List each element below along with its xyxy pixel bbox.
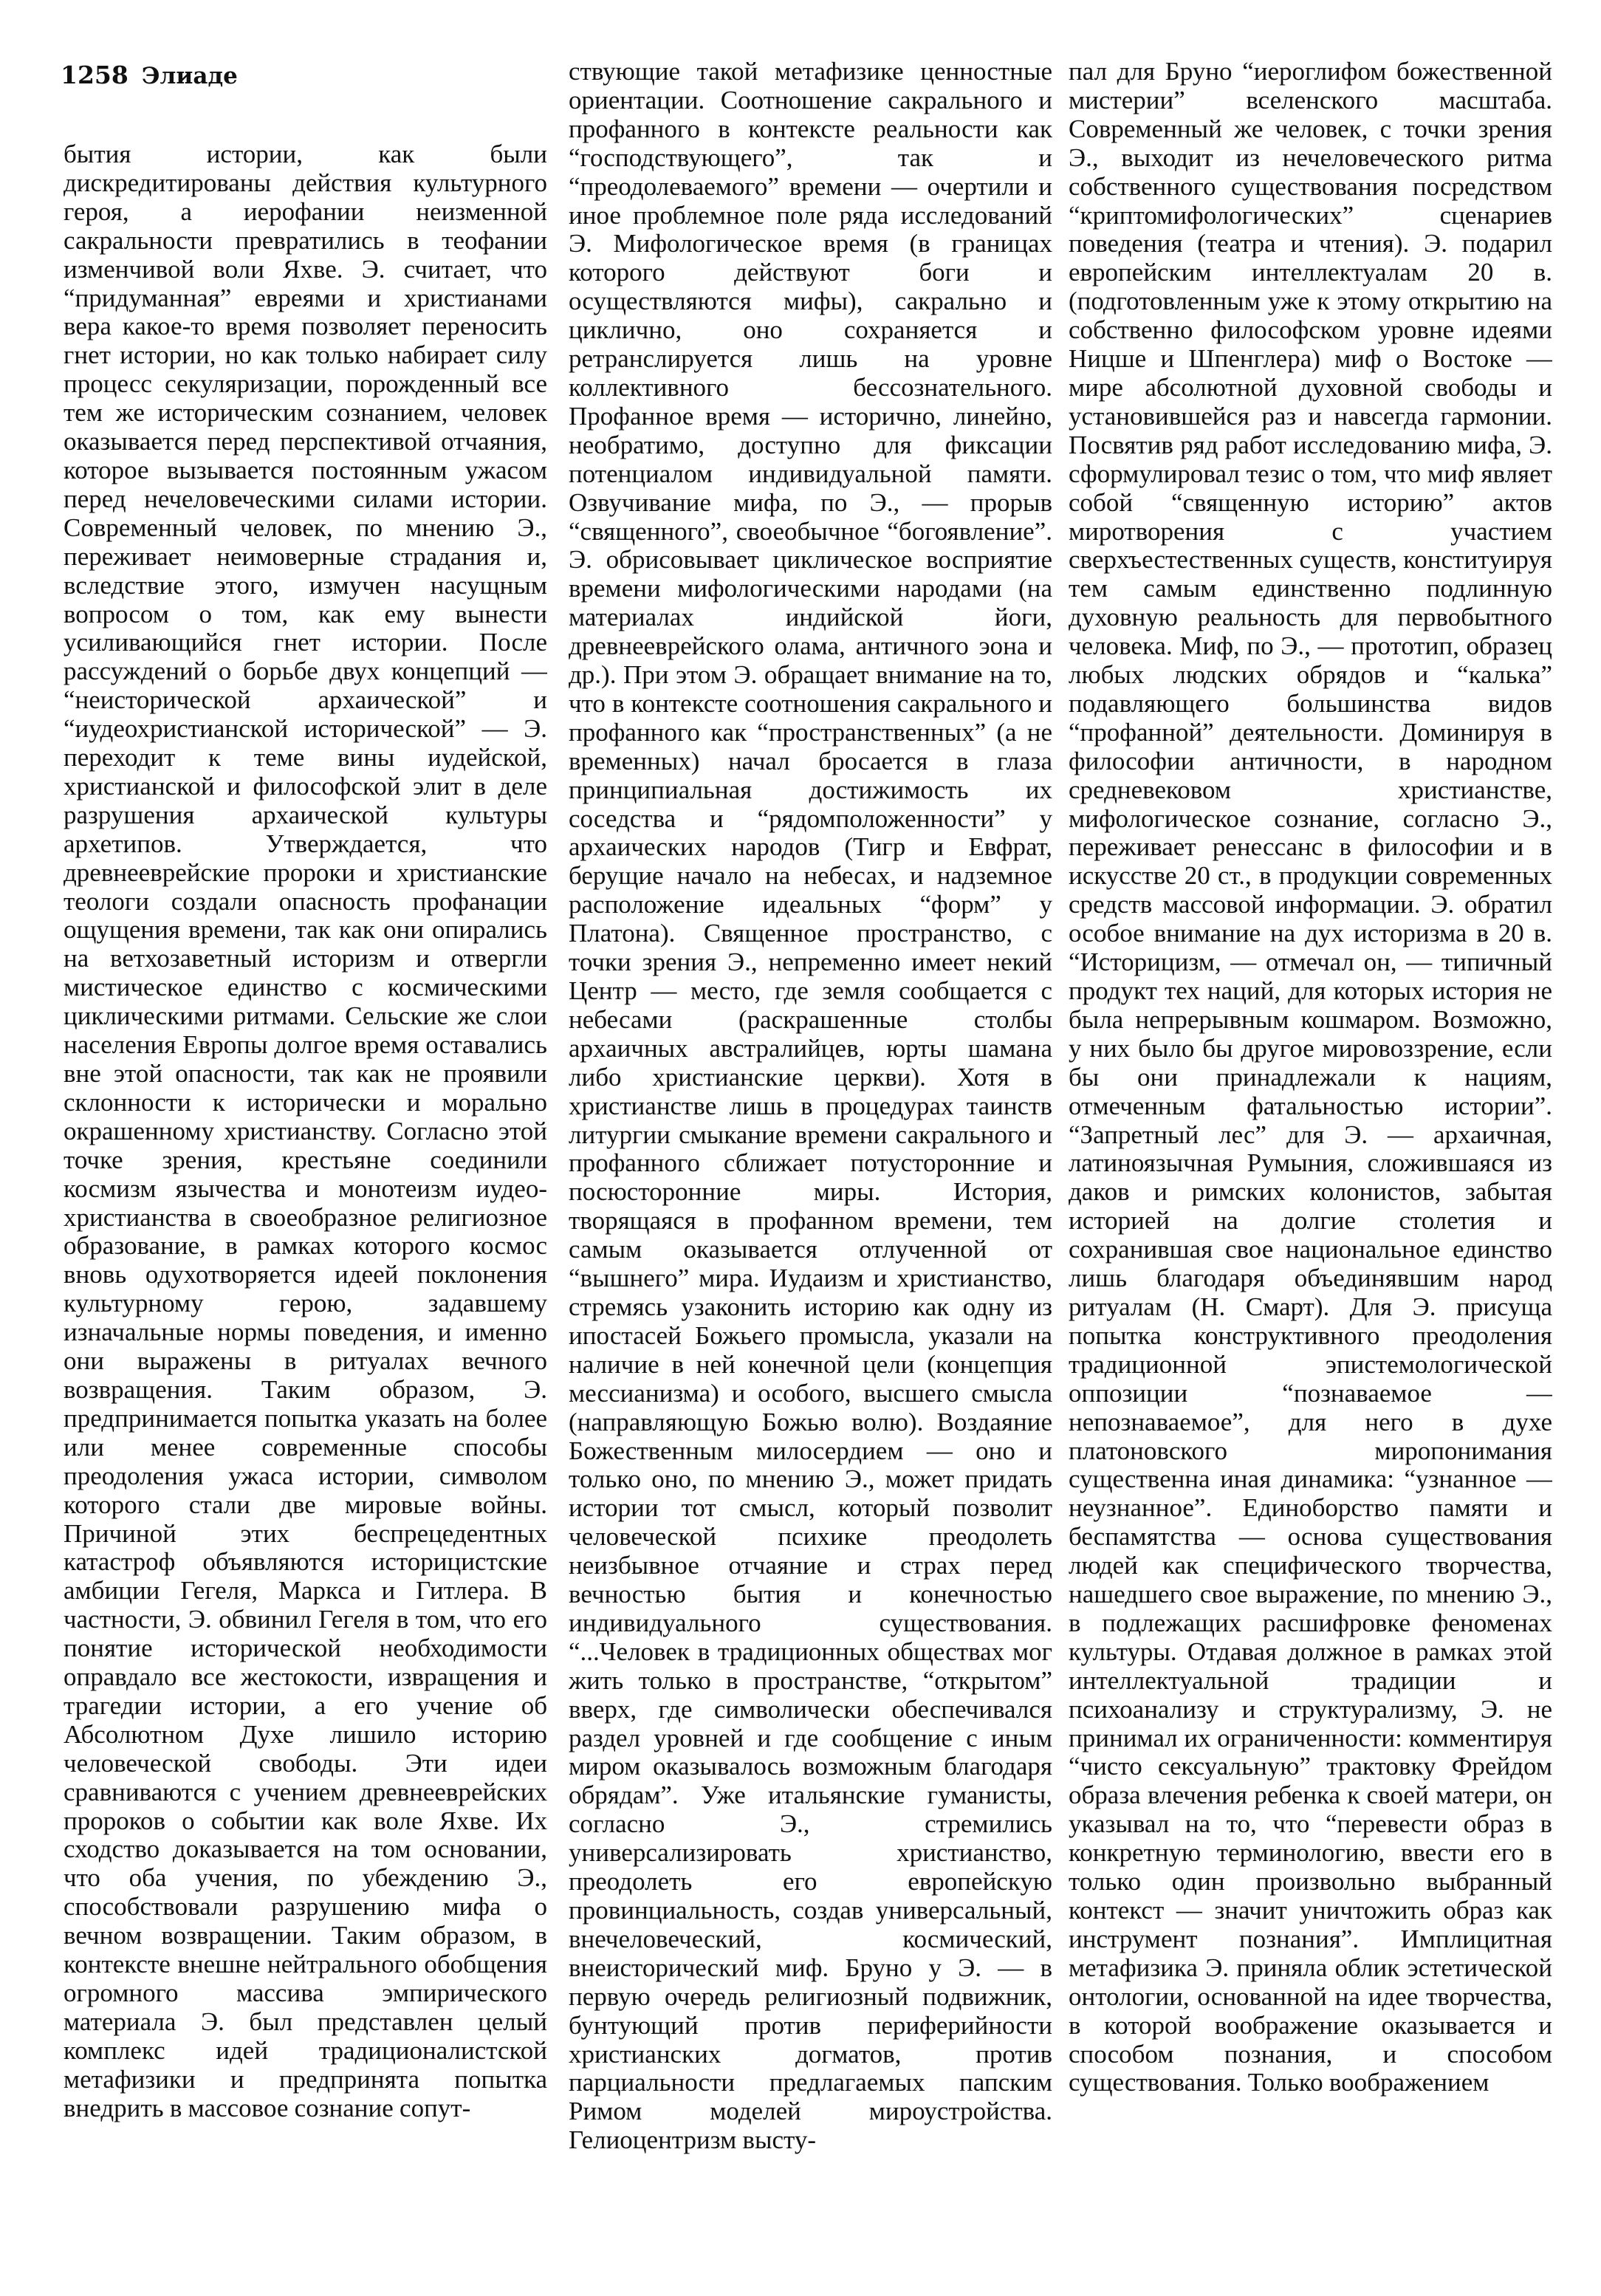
text-column-2 [569,58,1052,2260]
column-1-text: бытия истории, как были дискредитированы действия культурного героя, а иерофании неизменной сакральности превратились в теофании изменчивой воли Яхве. Э. считает, что “придуманная” евреями и христианами вера какое-то время позволяет переносить гнет истории, но как только набирает силу процесс секуляризации, порожденный все тем же историческим сознанием, человек оказывается перед перспективой отчаяния, которое вызывается постоянным ужасом перед нечеловеческими силами истории. Современный человек, по мнению Э., переживает неимоверные страдания и, вследствие этого, измучен насущным вопросом о том, как ему вынести усиливающийся гнет истории. После рассуждений о борьбе двух концепций — “неисторической архаической” и “иудеохристианской исторической” — Э. переходит к теме вины иудейской, христианской и философской элит в деле разрушения архаической культуры архетипов. Утверждается, что древнееврейские пророки и христианские теологи создали опасность профанации ощущения времени, так как они опирались на ветхозаветный историзм и отвергли мистическое единство с космическими циклическими ритмами. Сельские же слои населения Европы долгое время оставались вне этой опасности, так как не проявили склонности к исторически и морально окрашенному христианству. Согласно этой точке зрения, крестьяне соединили космизм язычества и монотеизм иудео-христианства в своеобразное религиозное образование, в рамках которого космос вновь одухотворяется идеей поклонения культурному герою, задавшему изначальные нормы поведения, и именно они выражены в ритуалах вечного возвращения. Таким образом, Э. предпринимается попытка указать на более или менее современные способы преодоления ужаса истории, символом которого стали две мировые войны. Причиной этих беспрецедентных катастроф объявляются историцистские амбиции Гегеля, Маркса и Гитлера. В частности, Э. обвинил Гегеля в том, что его понятие исторической необходимости оправдало все жестокости, извращения и трагедии истории, а его учение об Абсолютном Духе лишило историю человеческой свободы. Эти идеи сравниваются с учением древнееврейских пророков о событии как воле Яхве. Их сходство доказывается на том основании, что оба учения, по убеждению Э., способствовали разрушению мифа о вечном возвращении. Таким образом, в контексте внешне нейтрального обобщения огромного массива эмпирического материала Э. был представлен целый комплекс идей традиционалистской метафизики и предпринята попытка внедрить в массовое сознание сопут- [64,140,547,2122]
text-column-3 [1069,58,1552,2260]
running-head: Элиаде [141,63,238,89]
text-column-1 [64,140,547,2260]
page-number: 1258 [61,61,128,89]
column-2-text: ствующие такой метафизике ценностные ориентации. Соотношение сакрального и профанного в контексте реальности как “господствующего”, так и “преодолеваемого” времени — очертили и иное проблемное поле ряда исследований Э. Мифологическое время (в границах которого действуют боги и осуществляются мифы), сакрально и циклично, оно сохраняется и ретранслируется лишь на уровне коллективного бессознательного. Профанное время — исторично, линейно, необратимо, доступно для фиксации потенциалом индивидуальной памяти. Озвучивание мифа, по Э., — прорыв “священного”, своеобычное “богоявление”. Э. обрисовывает циклическое восприятие времени мифологическими народами (на материалах индийской йоги, древнееврейского олама, античного эона и др.). При этом Э. обращает внимание на то, что в контексте соотношения сакрального и профанного как “пространственных” (а не временных) начал бросается в глаза принципиальная достижимость их соседства и “рядомположенности” у архаических народов (Тигр и Евфрат, берущие начало на небесах, и надземное расположение идеальных “форм” у Платона). Священное пространство, с точки зрения Э., непременно имеет некий Центр — место, где земля сообщается с небесами (раскрашенные столбы архаичных австралийцев, юрты шамана либо христианские церкви). Хотя в христианстве лишь в процедурах таинств литургии смыкание времени сакрального и профанного сближает потусторонние и посюсторонние миры. История, творящаяся в профанном времени, тем самым оказывается отлученной от “вышнего” мира. Иудаизм и христианство, стремясь узаконить историю как одну из ипостасей Божьего промысла, указали на наличие в ней конечной цели (концепция мессианизма) и особого, высшего смысла (направляющую Божью волю). Воздаяние Божественным милосердием — оно и только оно, по мнению Э., может придать истории тот смысл, который позволит человеческой психике преодолеть неизбывное отчаяние и страх перед вечностью бытия и конечностью индивидуального существования. “...Человек в традиционных обществах мог жить только в пространстве, “открытом” вверх, где символически обеспечивался раздел уровней и где сообщение с иным миром оказывалось возможным благодаря обрядам”. Уже итальянские гуманисты, согласно Э., стремились универсализировать христианство, преодолеть его европейскую провинциальность, создав универсальный, внечеловеческий, космический, внеисторический миф. Бруно у Э. — в первую очередь религиозный подвижник, бунтующий против периферийности христианских догматов, против парциальности предлагаемых папским Римом моделей мироустройства. Гелиоцентризм высту- [569,58,1052,2155]
page-header [61,61,238,105]
column-3-text: пал для Бруно “иероглифом божественной мистерии” вселенского масштаба. Современный же человек, с точки зрения Э., выходит из нечеловеческого ритма собственного существования посредством “криптомифологических” сценариев поведения (театра и чтения). Э. подарил европейским интеллектуалам 20 в. (подготовленным уже к этому открытию на собственно философском уровне идеями Ницше и Шпенглера) миф о Востоке — мире абсолютной духовной свободы и установившейся раз и навсегда гармонии. Посвятив ряд работ исследованию мифа, Э. сформулировал тезис о том, что миф являет собой “священную историю” актов миротворения с участием сверхъестественных существ, конституируя тем самым единственно подлинную духовную реальность для первобытного человека. Миф, по Э., — прототип, образец любых людских обрядов и “калька” подавляющего большинства видов “профанной” деятельности. Доминируя в философии античности, в народном средневековом христианстве, мифологическое сознание, согласно Э., переживает ренессанс в философии и в искусстве 20 ст., в продукции современных средств массовой информации. Э. обратил особое внимание на дух историзма в 20 в. “Историцизм, — отмечал он, — типичный продукт тех наций, для которых история не была непрерывным кошмаром. Возможно, у них было бы другое мировоззрение, если бы они принадлежали к нациям, отмеченным фатальностью истории”. “Запретный лес” для Э. — архаичная, латиноязычная Румыния, сложившаяся из даков и римских колонистов, забытая историей на долгие столетия и сохранившая свое национальное единство лишь благодаря объединявшим народ ритуалам (Н. Смарт). Для Э. присуща попытка конструктивного преодоления традиционной эпистемологической оппозиции “познаваемое — непознаваемое”, для него в духе платоновского миропонимания существенна иная динамика: “узнанное — неузнанное”. Единоборство памяти и беспамятства — основа существования людей как специфического творчества, нашедшего свое выражение, по мнению Э., в подлежащих расшифровке феноменах культуры. Отдавая должное в рамках этой интеллектуальной традиции и психоанализу и структурализму, Э. не принимал их ограниченности: комментируя “чисто сексуальную” трактовку Фрейдом образа влечения ребенка к своей матери, он указывал на то, что “перевести образ в конкретную терминологию, ввести его в только один произвольно выбранный контекст — значит уничтожить образ как инструмент познания”. Имплицитная метафизика Э. приняла облик эстетической онтологии, основанной на идее творчества, в которой воображение оказывается и способом познания, и способом существования. Только воображением [1069,58,1552,2097]
